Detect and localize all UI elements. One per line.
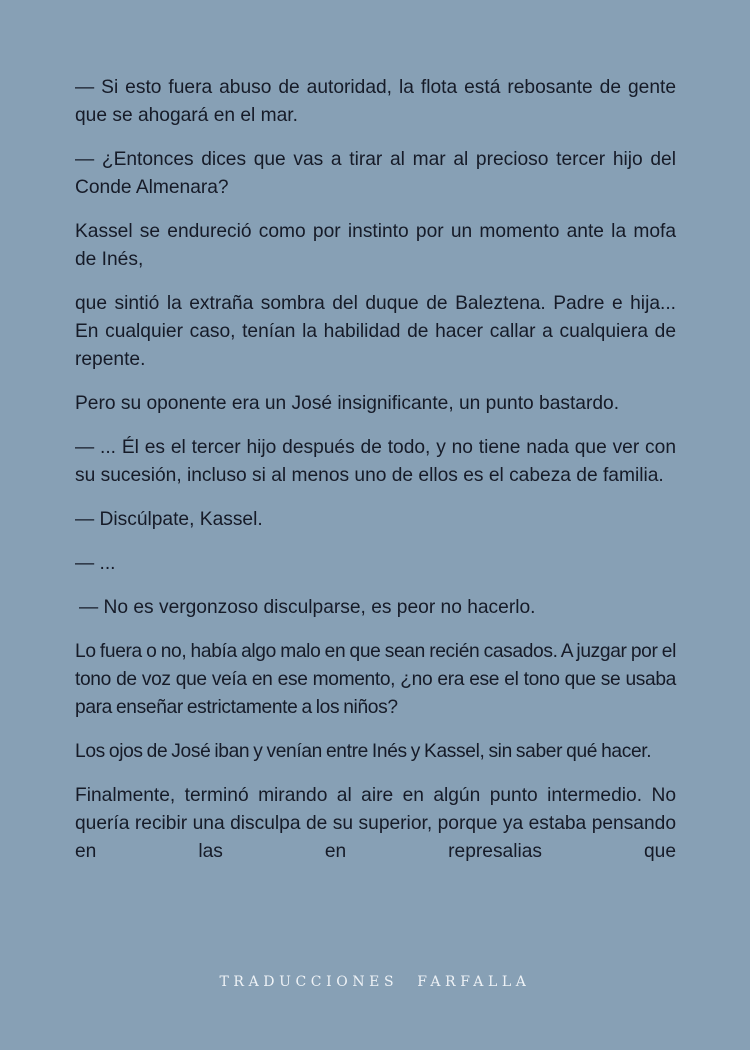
- paragraph-dialogue-abuse: — Si esto fuera abuso de autoridad, la flota está rebosante de gente que se ahogará en el mar.: [75, 77, 676, 126]
- paragraph-dialogue-not-shameful: — No es vergonzoso disculparse, es peor no hacerlo.: [79, 597, 536, 618]
- footer-credit: TRADUCCIONES FARFALLA: [219, 974, 531, 990]
- paragraph-dialogue-apologize: — Discúlpate, Kassel.: [75, 509, 263, 530]
- paragraph-jose-eyes: Los ojos de José iban y venían entre Inés y Kassel, sin saber qué hacer.: [75, 741, 652, 762]
- paragraph-newlyweds: Lo fuera o no, había algo malo en que sean recién casados. A juzgar por el tono de voz que veía en ese momento, ¿no era ese el tono que se usaba para enseñar estrictamente a los niños?: [75, 641, 676, 718]
- paragraph-dialogue-third-son: — ¿Entonces dices que vas a tirar al mar al precioso tercer hijo del Conde Almenara?: [75, 149, 676, 198]
- paragraph-kassel-hardened: Kassel se endureció como por instinto por un momento ante la mofa de Inés,: [75, 221, 676, 270]
- paragraph-dialogue-succession: — ... Él es el tercer hijo después de todo, y no tiene nada que ver con su sucesión, incluso si al menos uno de ellos es el cabeza de familia.: [75, 437, 676, 486]
- paragraph-finally: Finalmente, terminó mirando al aire en algún punto intermedio. No quería recibir una disculpa de su superior, porque ya estaba pensando en las en represalias que: [75, 785, 676, 862]
- paragraph-opponente-jose: Pero su oponente era un José insignificante, un punto bastardo.: [75, 393, 620, 414]
- paragraph-duke-shadow: que sintió la extraña sombra del duque de Baleztena. Padre e hija... En cualquier caso, tenían la habilidad de hacer callar a cualquiera de repente.: [75, 293, 676, 370]
- paragraph-dialogue-ellipsis: — ...: [75, 553, 116, 574]
- document-page: [75, 74, 676, 882]
